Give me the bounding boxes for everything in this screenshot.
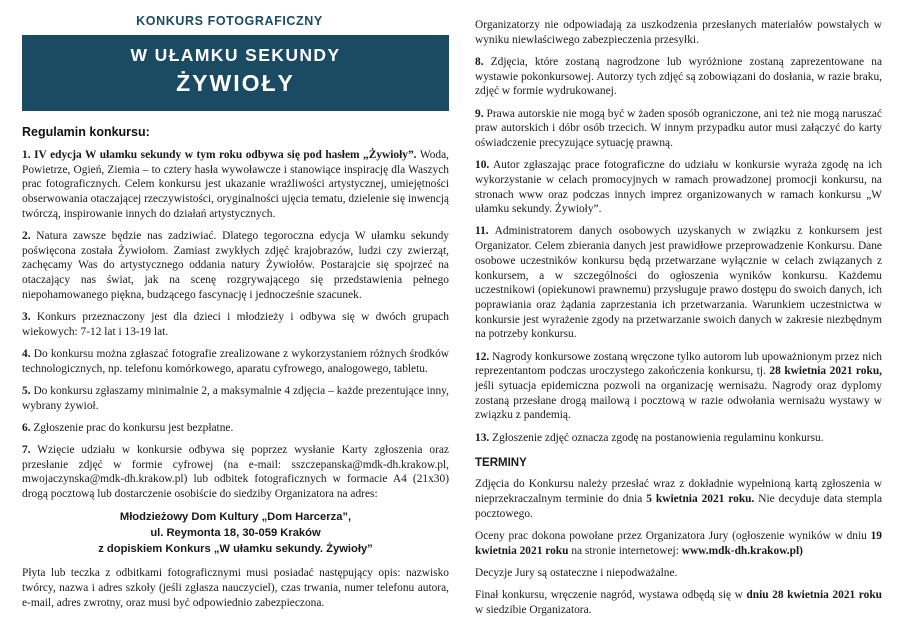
rules-heading: Regulamin konkursu: <box>22 125 150 139</box>
rule-13-number: 13. <box>475 431 490 444</box>
deadline-submission-part2: Nie decyduje data stempla pocztowego. <box>475 492 882 520</box>
rule-10-number: 10. <box>475 159 490 172</box>
rule-item-13 <box>475 431 882 446</box>
title-banner <box>22 35 449 111</box>
rule-1-lead: IV edycja W ułamku sekundy w tym roku odbywa się pod hasłem „Żywioły”. <box>34 149 417 161</box>
rule-3-text: Konkurs przeznaczony jest dla dzieci i młodzieży i odbywa się w dwóch grupach wiekowych: 7-12 lat i 13-19 lat. <box>22 311 449 338</box>
rule-5-text: Do konkursu zgłaszamy minimalnie 2, a maksymalnie 4 zdjęcia – każde prezentujące inny, wybrany żywioł. <box>22 384 449 412</box>
rule-item-1 <box>22 148 449 222</box>
submission-note: Płyta lub teczka z odbitkami fotograficznymi musi posiadać następujący opis: nazwisko twórcy, nazwa i adres szkoły (jeśli zgłasza nauczyciel), czas trwania, numer telefonu autora, e-mail, adres zwrotny, oraz musi być odpowiednio zabezpieczona. <box>22 567 449 609</box>
rule-6-text: Zgłoszenie prac do konkursu jest bezpłatne. <box>33 421 234 434</box>
rule-12-date: 28 kwietnia 2021 roku, <box>769 365 882 378</box>
rule-item-10 <box>475 158 882 217</box>
rule-13-text: Zgłoszenie zdjęć oznacza zgodę na postanowienia regulaminu konkursu. <box>492 431 824 444</box>
deadline-final <box>475 588 882 617</box>
rule-item-12 <box>475 350 882 424</box>
rule-item-11 <box>475 224 882 342</box>
rule-1-number: 1. <box>22 149 31 161</box>
deadline-final-part1: Finał konkursu, wręczenie nagród, wystawa odbędą się w <box>475 589 747 601</box>
competition-kicker: KONKURS FOTOGRAFICZNY <box>136 14 323 28</box>
rule-6-number: 6. <box>22 421 31 434</box>
rule-item-2 <box>22 229 449 303</box>
rule-item-7 <box>22 443 449 502</box>
rule-item-6 <box>22 421 449 436</box>
rule-2-number: 2. <box>22 230 31 243</box>
deadline-results-part1: Oceny prac dokona powołane przez Organizatora Jury (ogłoszenie wyników w dniu <box>475 529 871 542</box>
left-column <box>22 14 449 625</box>
banner-title-line2: ŻYWIOŁY <box>176 70 295 96</box>
rule-3-number: 3. <box>22 311 31 324</box>
rule-12-number: 12. <box>475 350 490 363</box>
rule-9-number: 9. <box>475 107 484 120</box>
deadline-submission <box>475 477 882 521</box>
rule-4-number: 4. <box>22 347 31 360</box>
jury-decision-note <box>475 566 882 581</box>
right-column <box>475 14 882 625</box>
deadline-submission-part1: Zdjęcia do Konkursu należy przesłać wraz z dokładnie wypełnioną kartą zgłoszenia w nieprzekraczalnym terminie do dnia <box>475 478 882 505</box>
deadline-submission-date: 5 kwietnia 2021 roku. <box>646 492 755 505</box>
rule-1-text: Woda, Powietrze, Ogień, Ziemia – to cztery hasła wywoławcze i stanowiące inspirację dla Waszych prac fotograficznych. Celem konkursu jest ukazanie wrażliwości artystycznej, umiejętności obserwowania otaczającej rzeczywistości, oryginalności ujęcia tematu, dzielenie się inwencją twórczą, inspirowanie innych do działań artystycznych. <box>22 149 449 220</box>
rule-11-number: 11. <box>475 225 489 238</box>
deadline-final-date: dniu 28 kwietnia 2021 roku <box>746 589 882 601</box>
rule-12-text-part2: jeśli sytuacja epidemiczna pozwoli na organizację wernisażu. Nagrody oraz dyplomy zostaną przesłane drogą mailową i pocztową w razie odwołania wernisażu wystawy w związku z pandemią. <box>475 379 882 422</box>
address-line-1: Młodzieżowy Dom Kultury „Dom Harcerza”, <box>119 510 352 523</box>
deadlines-heading: TERMINY <box>475 457 527 470</box>
address-line-3: z dopiskiem Konkurs „W ułamku sekundy. Żywioły” <box>98 542 373 555</box>
rule-item-3 <box>22 310 449 339</box>
rule-8-text: Zdjęcia, które zostaną nagrodzone lub wyróżnione zostaną zaprezentowane na wystawie pokonkursowej. Autorzy tych zdjęć są zobowiązani do dosłania, w razie braku, zdjęć w formie wydrukowanej. <box>475 55 882 98</box>
jury-decision-text: Decyzje Jury są ostateczne i niepodważalne. <box>475 566 678 579</box>
rule-10-text: Autor zgłaszając prace fotograficzne do udziału w konkursie wyraża zgodę na ich wykorzystanie w celach promocyjnych w ramach prowadzonej promocji konkursu, na stronach www oraz podczas innych imprez organizowanych w ramach konkursu „W ułamku sekundy. Żywioły”. <box>475 159 883 216</box>
deadline-results-date: 19 kwietnia 2021 roku <box>475 529 882 557</box>
deadline-results-part2: na stronie internetowej: <box>568 544 682 557</box>
deadline-final-part2: w siedzibie Organizatora. <box>475 603 592 616</box>
rule-item-4 <box>22 347 449 376</box>
rule-8-number: 8. <box>475 55 484 68</box>
rule-12-text-part1: Nagrody konkursowe zostaną wręczone tylko autorom lub upoważnionym przez nich reprezentantom podczas uroczystego zakończenia konkursu, tj. <box>475 350 882 378</box>
results-website-url[interactable]: www.mdk-dh.krakow.pl) <box>681 544 803 557</box>
deadline-results <box>475 529 882 558</box>
organizer-address <box>22 510 449 557</box>
rule-item-9 <box>475 107 882 151</box>
rule-7-number: 7. <box>22 443 31 456</box>
rule-item-8 <box>475 55 882 99</box>
rule-item-5 <box>22 384 449 413</box>
banner-title-line1: W UŁAMKU SEKUNDY <box>130 45 341 65</box>
damage-disclaimer: Organizatorzy nie odpowiadają za uszkodzenia przesłanych materiałów powstałych w wyniku niewłaściwego zabezpieczenia przesyłki. <box>475 19 882 46</box>
rule-11-text: Administratorem danych osobowych uzyskanych w związku z konkursem jest Organizator. Celem zbierania danych jest prawidłowe przeprowadzenie Konkursu. Dane osobowe uczestników konkursu będą przetwarzane wyłącznie w celach związanych z konkursem, a w szczególności do ogłoszenia wyników konkursu. Każdemu uczestnikowi (opiekunowi prawnemu) przysługuje prawo dostępu do swoich danych, ich poprawiania oraz żądania zaprzestania ich przetwarzania. Warunkiem uczestnictwa w konkursie jest wyrażenie zgody na przetwarzanie swoich danych w zakresie niezbędnym na potrzeby konkursu. <box>475 225 883 341</box>
rule-4-text: Do konkursu można zgłaszać fotografie zrealizowane z wykorzystaniem różnych środków technologicznych, np. telefonu komórkowego, aparatu cyfrowego, analogowego, tabletu. <box>22 347 449 375</box>
rule-7-text: Wzięcie udziału w konkursie odbywa się poprzez wysłanie Karty zgłoszenia oraz przesłanie zdjęć w formie cyfrowej (na e-mail: sszczepanska@mdk-dh.krakow.pl, mwojaczynska@mdk-dh.krakow.pl) lub odbitek fotograficznych w formacie A4 (21x30) drogą pocztową lub dostarczenie osobiście do siedziby Organizatora na adres: <box>22 443 449 501</box>
rule-9-text: Prawa autorskie nie mogą być w żaden sposób ograniczone, ani też nie mogą naruszać praw autorskich i dóbr osób trzecich. W innym przypadku autor musi załączyć do karty oświadczenie precyzujące sytuację prawną. <box>475 107 882 149</box>
rule-5-number: 5. <box>22 384 31 397</box>
rule-2-text: Natura zawsze będzie nas zadziwiać. Dlatego tegoroczna edycja W ułamku sekundy poświęcona została Żywiołom. Zamiast zwykłych zdjęć krajobrazów, ludzi czy zwierząt, zachęcamy Was do artystycznego oddania natury Żywiołów. Postarajcie się spojrzeć na otaczający nas świat, jak na scenę rozgrywającego się przedstawienia pełnego niepohamowanego piękna, budzącego fascynację i jednocześnie szacunek. <box>22 230 449 301</box>
address-line-2: ul. Reymonta 18, 30-059 Kraków <box>150 526 321 539</box>
